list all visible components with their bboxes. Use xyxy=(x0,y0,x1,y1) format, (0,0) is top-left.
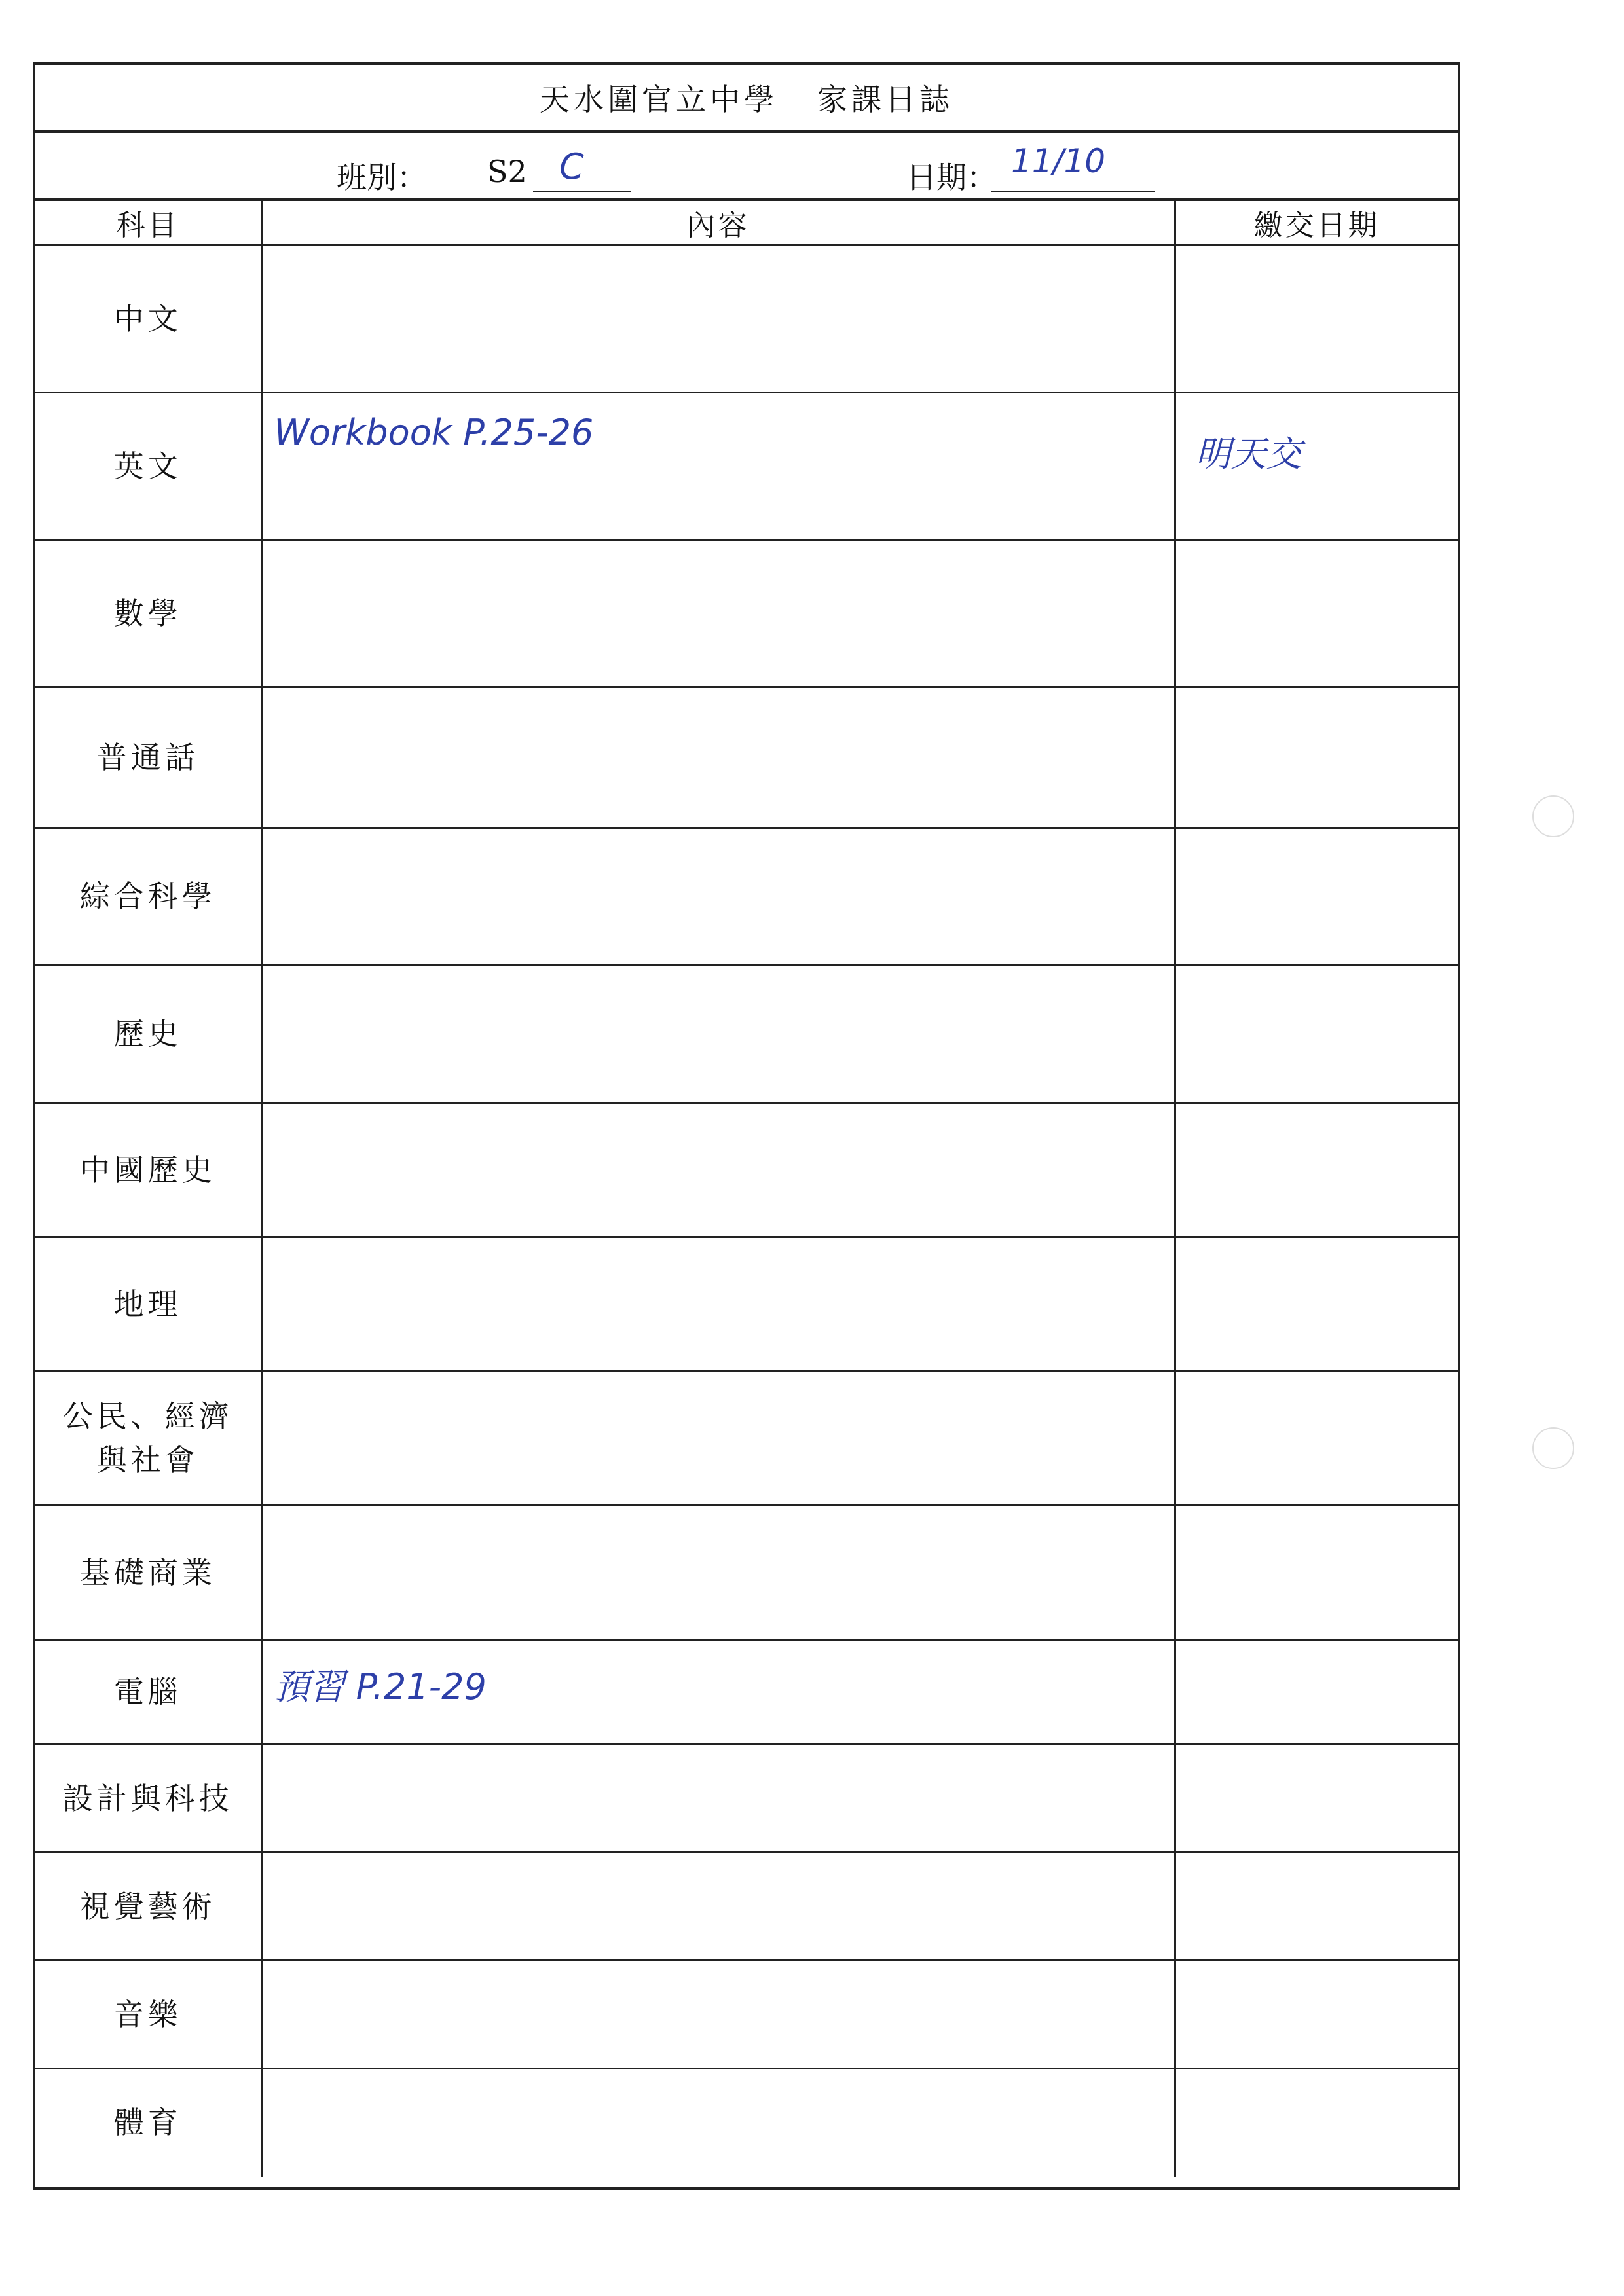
due-cell[interactable] xyxy=(1175,540,1458,687)
punch-hole-bottom xyxy=(1532,1427,1574,1469)
table-row xyxy=(35,1640,1458,1745)
content-cell[interactable] xyxy=(261,828,1175,966)
table-row xyxy=(35,2069,1458,2177)
table-row xyxy=(35,1237,1458,1372)
due-cell[interactable] xyxy=(1175,1103,1458,1237)
table-row xyxy=(35,1372,1458,1506)
content-cell[interactable] xyxy=(261,966,1175,1103)
table-row xyxy=(35,966,1458,1103)
table-row xyxy=(35,1961,1458,2069)
due-cell[interactable] xyxy=(1175,828,1458,966)
table-row xyxy=(35,246,1458,393)
due-cell[interactable] xyxy=(1175,393,1458,540)
content-cell[interactable] xyxy=(261,687,1175,828)
due-cell[interactable] xyxy=(1175,1506,1458,1640)
due-cell[interactable] xyxy=(1175,1961,1458,2069)
table-row xyxy=(35,1745,1458,1853)
subject-column-header: 科目 xyxy=(35,201,261,246)
class-label: 班別： xyxy=(337,160,427,195)
subject-cell: 設計與科技 xyxy=(35,1745,261,1853)
class-date-row xyxy=(35,133,1458,201)
homework-diary-sheet xyxy=(33,62,1460,2190)
content-cell[interactable] xyxy=(261,393,1175,540)
due-cell[interactable] xyxy=(1175,1745,1458,1853)
content-cell[interactable] xyxy=(261,1506,1175,1640)
subject-cell xyxy=(35,1372,261,1506)
punch-hole-top xyxy=(1532,795,1574,837)
subject-cell: 中國歷史 xyxy=(35,1103,261,1237)
due-cell[interactable] xyxy=(1175,966,1458,1103)
table-row xyxy=(35,1853,1458,1961)
content-cell[interactable] xyxy=(261,540,1175,687)
school-name: 天水圍官立中學 xyxy=(540,82,778,117)
subject-cell: 綜合科學 xyxy=(35,828,261,966)
subject-cell: 普通話 xyxy=(35,687,261,828)
content-column-header: 內容 xyxy=(261,201,1175,246)
subject-cell: 歷史 xyxy=(35,966,261,1103)
subject-cell: 英文 xyxy=(35,393,261,540)
due-cell[interactable] xyxy=(1175,2069,1458,2177)
content-cell[interactable] xyxy=(261,1640,1175,1745)
due-cell[interactable] xyxy=(1175,1640,1458,1745)
table-row xyxy=(35,540,1458,687)
subject-label: 公民、經濟與社會 xyxy=(62,1398,233,1478)
date-label: 日期： xyxy=(906,160,997,195)
content-cell[interactable] xyxy=(261,1745,1175,1853)
due-text: 明天交 xyxy=(1195,433,1302,475)
homework-table xyxy=(35,201,1458,2177)
content-cell[interactable] xyxy=(261,1372,1175,1506)
table-header-row xyxy=(35,201,1458,246)
class-value: S2 xyxy=(487,154,527,189)
table-row xyxy=(35,393,1458,540)
table-row xyxy=(35,1103,1458,1237)
due-cell[interactable] xyxy=(1175,246,1458,393)
subject-cell: 視覺藝術 xyxy=(35,1853,261,1961)
subject-cell: 音樂 xyxy=(35,1961,261,2069)
diary-title: 家課日誌 xyxy=(817,82,953,117)
date-underline xyxy=(991,191,1155,192)
table-row xyxy=(35,828,1458,966)
content-cell[interactable] xyxy=(261,2069,1175,2177)
diary-title-row xyxy=(35,65,1458,133)
due-cell[interactable] xyxy=(1175,1372,1458,1506)
subject-cell: 電腦 xyxy=(35,1640,261,1745)
content-cell[interactable] xyxy=(261,1237,1175,1372)
due-cell[interactable] xyxy=(1175,1853,1458,1961)
subject-cell: 地理 xyxy=(35,1237,261,1372)
subject-cell: 基礎商業 xyxy=(35,1506,261,1640)
content-text: Workbook P.25-26 xyxy=(274,412,594,453)
subject-cell: 數學 xyxy=(35,540,261,687)
date-handwritten[interactable]: 11/10 xyxy=(1011,142,1106,180)
due-column-header: 繳交日期 xyxy=(1175,201,1458,246)
subject-cell: 體育 xyxy=(35,2069,261,2177)
due-cell[interactable] xyxy=(1175,1237,1458,1372)
content-text: 預習 P.21-29 xyxy=(274,1666,487,1707)
table-row xyxy=(35,687,1458,828)
class-handwritten[interactable]: C xyxy=(559,146,584,187)
content-cell[interactable] xyxy=(261,246,1175,393)
content-cell[interactable] xyxy=(261,1103,1175,1237)
class-underline xyxy=(533,191,631,192)
table-row xyxy=(35,1506,1458,1640)
content-cell[interactable] xyxy=(261,1853,1175,1961)
content-cell[interactable] xyxy=(261,1961,1175,2069)
due-cell[interactable] xyxy=(1175,687,1458,828)
subject-cell: 中文 xyxy=(35,246,261,393)
